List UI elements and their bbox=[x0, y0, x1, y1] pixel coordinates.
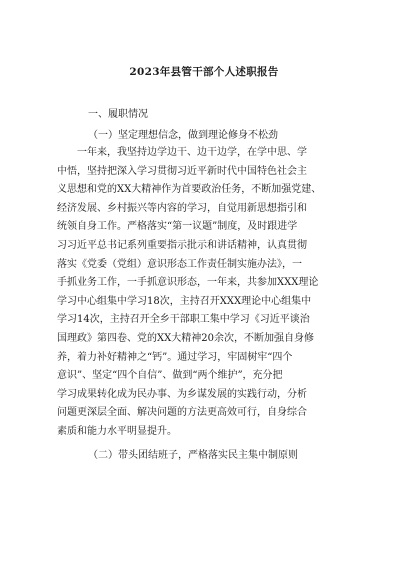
paragraph-line: 一年来，我坚持边学边干、边干边学，在学中思、学 bbox=[57, 147, 307, 158]
paragraph bbox=[57, 144, 357, 442]
paragraph-line: 经济发展、乡村振兴等内容的学习，自觉用新思想指引和 bbox=[57, 202, 307, 214]
section-heading-performance: 一、履职情况 bbox=[88, 109, 148, 120]
document-title: 2023年县管干部个人述职报告 bbox=[129, 66, 279, 78]
paragraph-line: 素质和能力水平明显提升。 bbox=[57, 425, 177, 437]
subsection-heading-2: （二）带头团结班子，严格落实民主集中制原则 bbox=[88, 450, 298, 461]
paragraph-line: 学习14次，主持召开全乡干部职工集中学习《习近平谈治 bbox=[57, 314, 310, 326]
paragraph-line: 中悟，坚持把深入学习贯彻习近平新时代中国特色社会主 bbox=[57, 165, 307, 177]
subsection-heading-1: （一）坚定理想信念，做到理论修身不松劲 bbox=[88, 130, 278, 141]
paragraph-line: 国理政》第四卷、党的XX大精神20余次，不断加强自身修 bbox=[57, 332, 314, 344]
paragraph-line: 意识”、坚定“四个自信”、做到“两个维护”，充分把 bbox=[57, 370, 283, 382]
paragraph-line: 养，着力补好精神之“钙”。通过学习，牢固树牢“四个 bbox=[57, 351, 293, 363]
paragraph-line: 手抓业务工作，一手抓意识形态，一年来，共参加XXX理论 bbox=[57, 277, 319, 289]
paragraph-line: 问题更深层全面、解决问题的方法更高效可行，自身综合 bbox=[57, 407, 307, 419]
paragraph-line: 统领自身工作。严格落实“第一议题”制度，及时跟进学 bbox=[57, 221, 298, 233]
paragraph-line: 义思想和党的XX大精神作为首要政治任务，不断加强党建、 bbox=[57, 184, 322, 196]
paragraph-line: 学习成果转化成为民办事、为乡谋发展的实践行动，分析 bbox=[57, 388, 307, 400]
paragraph-line: 学习中心组集中学习18次，主持召开XXX理论中心组集中 bbox=[57, 295, 312, 307]
paragraph-line: 习习近平总书记系列重要指示批示和讲话精神，认真贯彻 bbox=[57, 239, 307, 251]
paragraph-line: 落实《党委（党组）意识形态工作责任制实施办法》，一 bbox=[57, 258, 302, 270]
